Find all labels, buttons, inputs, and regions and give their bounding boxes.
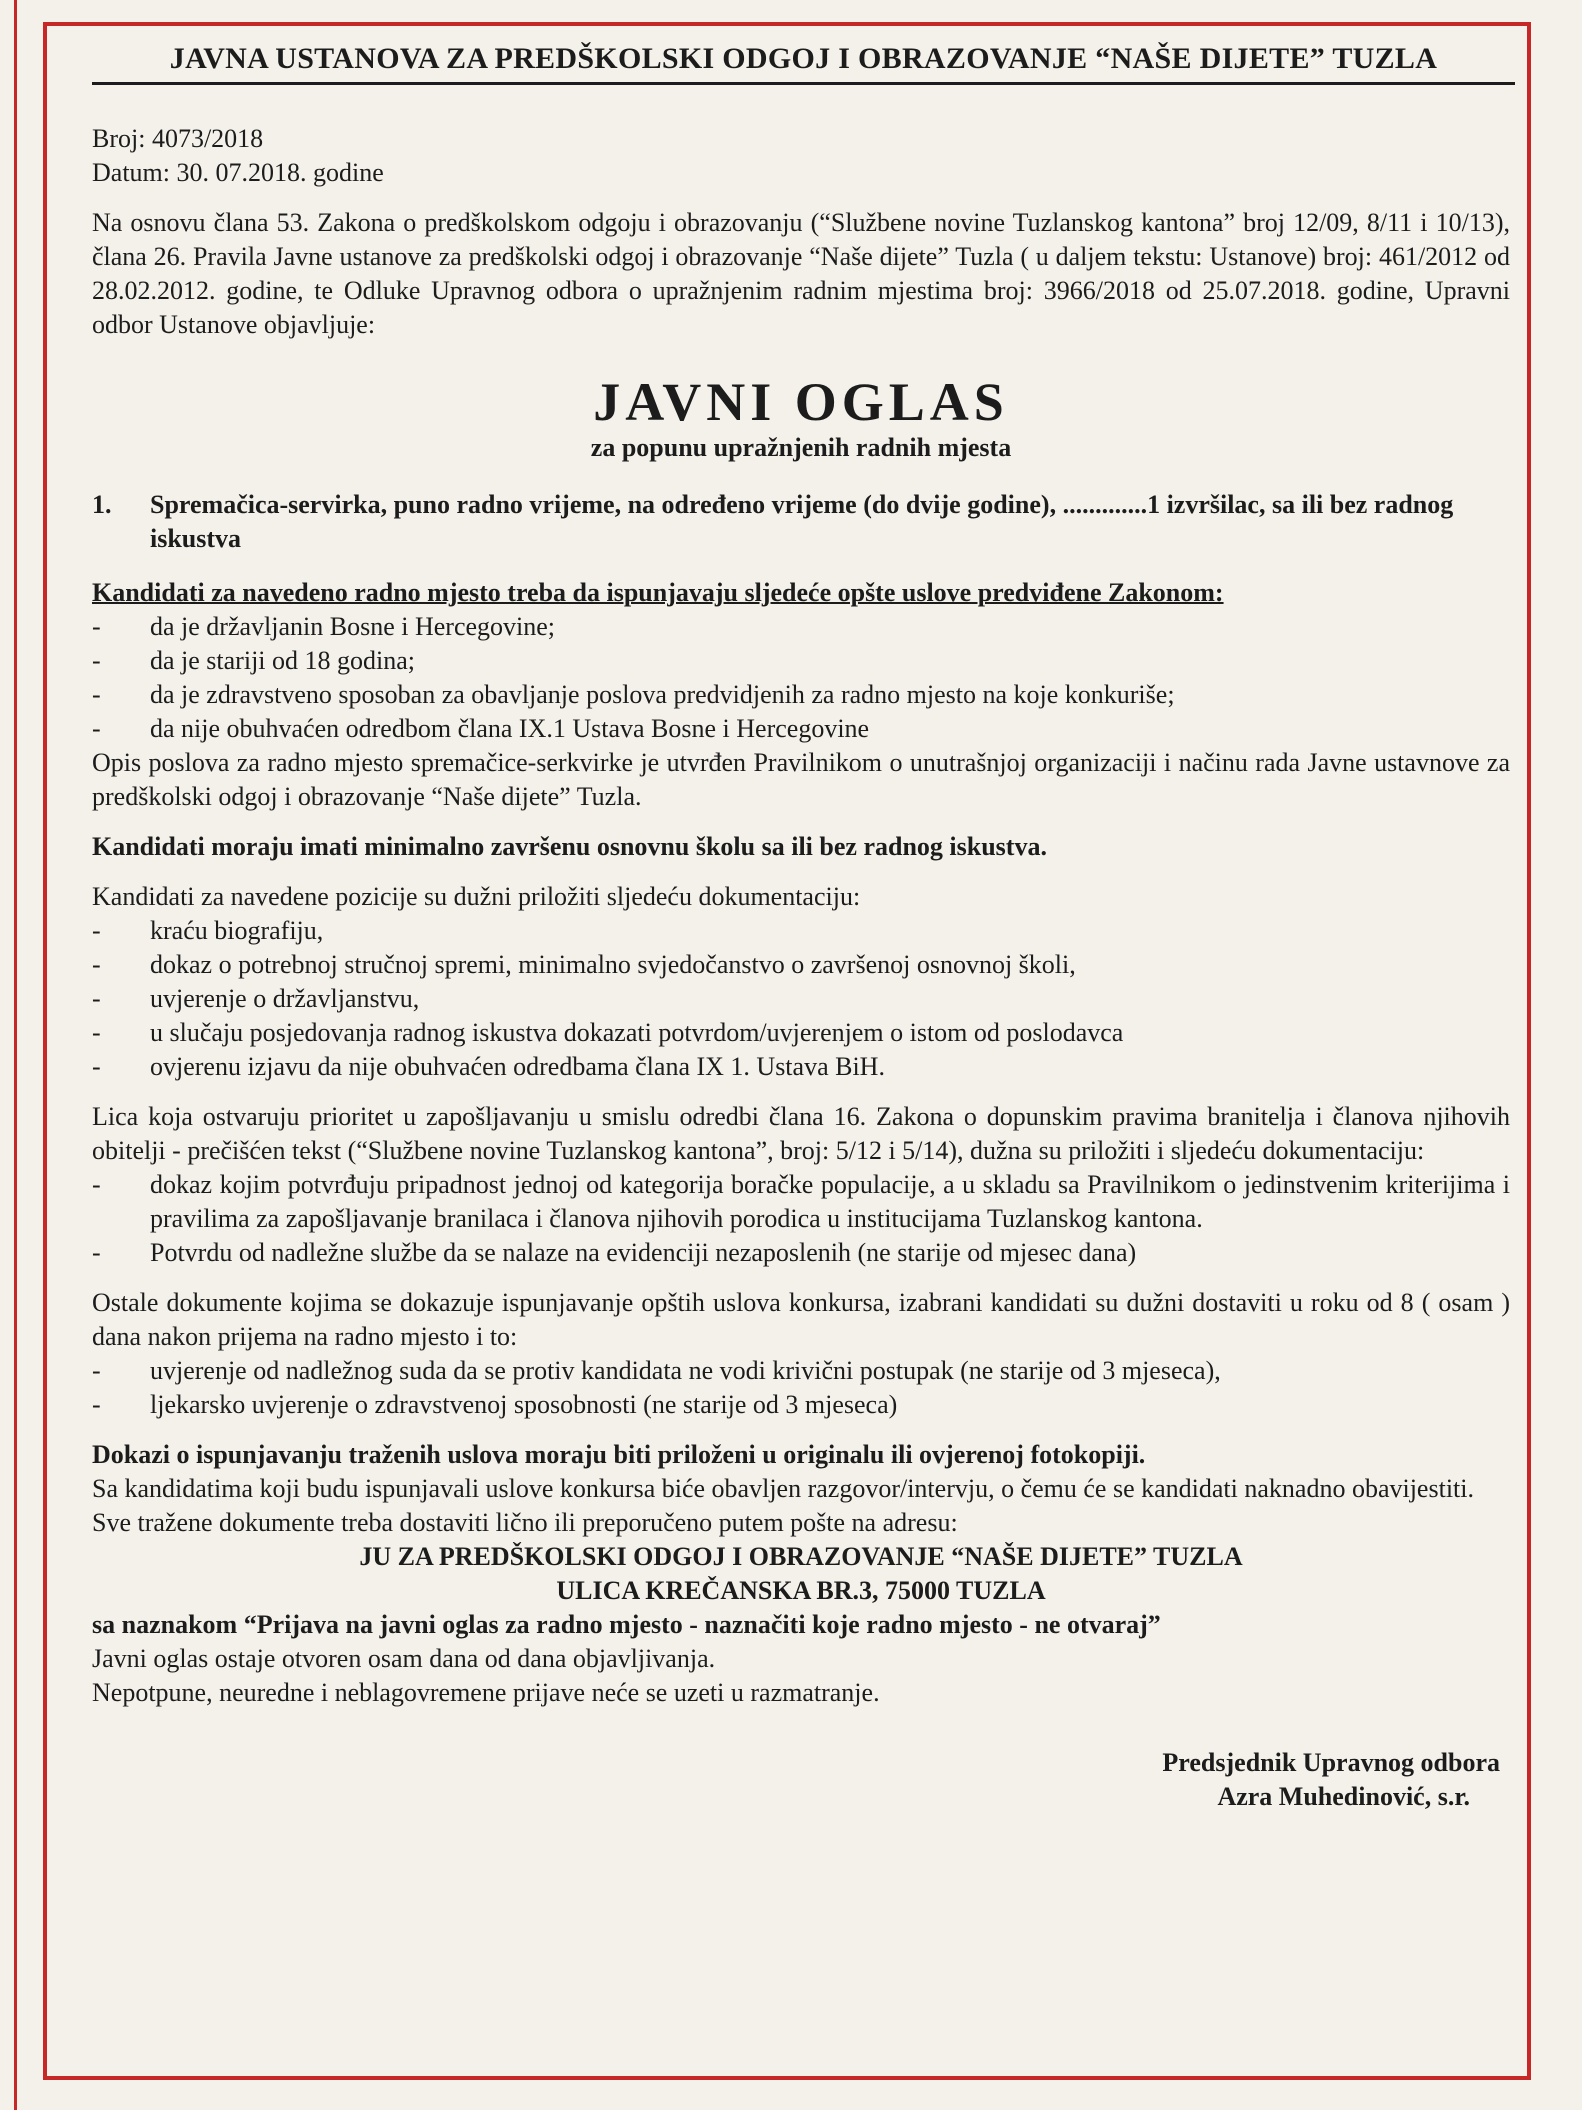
open-period-note: Javni oglas ostaje otvoren osam dana od dana objavljivanja. — [92, 1644, 716, 1673]
list-item: - kraću biografiju, — [92, 916, 324, 945]
documents-list — [92, 914, 1510, 1084]
conditions-list — [92, 610, 1510, 746]
list-item: - dokaz o potrebnoj stručnoj spremi, minimalno svjedočanstvo o završenoj osnovnoj školi, — [92, 950, 1076, 979]
other-documents-list — [92, 1354, 1510, 1422]
list-item: - da je državljanin Bosne i Hercegovine; — [92, 612, 556, 641]
address-line-2: ULICA KREČANSKA BR.3, 75000 TUZLA — [556, 1576, 1046, 1605]
notice-subtitle: za popunu upražnjenih radnih mjesta — [590, 433, 1012, 462]
position-number: 1. — [92, 490, 112, 519]
signature-name: Azra Muhedinović, s.r. — [1217, 1782, 1470, 1811]
documents-intro: Kandidati za navedene pozicije su dužni priložiti sljedeću dokumentaciju: — [92, 882, 861, 911]
other-documents-intro: Ostale dokumente kojima se dokazuje ispunjavanje opštih uslova konkursa, izabrani kandidati su dužni dostaviti u roku od 8 ( osam ) dana nakon prijema na radno mjesto i to: — [92, 1288, 1510, 1351]
list-item: - da je zdravstveno sposoban za obavljanje poslova predvidjenih za radno mjesto na koje konkuriše; — [92, 680, 1175, 709]
list-item: - dokaz kojim potvrđuju pripadnost jednoj od kategorija boračke populacije, a u skladu sa Pravilnikom o jedinstvenim kriterijima i pravilima za zapošljavanje branilaca i članova njihovih porodica u institucijama Tuzlanskog kantona. — [92, 1170, 1510, 1233]
notice-body — [92, 122, 1510, 1814]
position-item — [92, 488, 1510, 556]
intro-paragraph: Na osnovu člana 53. Zakona o predškolskom odgoju i obrazovanju (“Službene novine Tuzlanskog kantona” broj 12/09, 8/11 i 10/13), člana 26. Pravila Javne ustanove za predškolski odgoj i obrazovanje “Naše dijete” Tuzla ( u daljem tekstu: Ustanove) broj: 461/2012 od 28.02.2012. godine, te Odluke Upravnog odbora o upražnjenim radnim mjestima broj: 3966/2018 od 25.07.2018. godine, Upravni odbor Ustanove objavljuje: — [92, 208, 1510, 339]
interview-note: Sa kandidatima koji budu ispunjavali uslove konkursa biće obavljen razgovor/intervju, o čemu će se kandidati naknadno obavijestiti. — [92, 1474, 1474, 1503]
education-requirement: Kandidati moraju imati minimalno završenu osnovnu školu sa ili bez radnog iskustva. — [92, 832, 1047, 861]
delivery-note: Sve tražene dokumente treba dostaviti lično ili preporučeno putem pošte na adresu: — [92, 1508, 958, 1537]
list-item: - Potvrdu od nadležne službe da se nalaze na evidenciji nezaposlenih (ne starije od mjesec dana) — [92, 1238, 1137, 1267]
signature-title: Predsjednik Upravnog odbora — [1162, 1748, 1500, 1777]
list-item: - da je stariji od 18 godina; — [92, 646, 416, 675]
list-item: - ljekarsko uvjerenje o zdravstvenoj sposobnosti (ne starije od 3 mjeseca) — [92, 1390, 898, 1419]
conditions-heading: Kandidati za navedeno radno mjesto treba da ispunjavaju sljedeće opšte uslove predviđene Zakonom: — [92, 578, 1224, 607]
envelope-note: sa naznakom “Prijava na javni oglas za radno mjesto - naznačiti koje radno mjesto - ne otvaraj” — [92, 1610, 1161, 1639]
proof-note: Dokazi o ispunjavanju traženih uslova moraju biti priloženi u originalu ili ovjerenoj fotokopiji. — [92, 1440, 1146, 1469]
reference-number: Broj: 4073/2018 — [92, 124, 264, 153]
list-item: - uvjerenje od nadležnog suda da se protiv kandidata ne vodi krivični postupak (ne starije od 3 mjeseca), — [92, 1356, 1221, 1385]
list-item: - ovjerenu izjavu da nije obuhvaćen odredbama člana IX 1. Ustava BiH. — [92, 1052, 885, 1081]
incomplete-note: Nepotpune, neuredne i neblagovremene prijave neće se uzeti u razmatranje. — [92, 1678, 880, 1707]
list-item: - da nije obuhvaćen odredbom člana IX.1 Ustava Bosne i Hercegovine — [92, 714, 870, 743]
list-item: - u slučaju posjedovanja radnog iskustva dokazati potvrdom/uvjerenjem o istom od poslodavca — [92, 1018, 1124, 1047]
list-item: - uvjerenje o državljanstvu, — [92, 984, 420, 1013]
priority-intro: Lica koja ostvaruju prioritet u zapošljavanju u smislu odredbi člana 16. Zakona o dopunskim pravima branitelja i članova njihovih obitelji - prečišćen tekst (“Službene novine Tuzlanskog kantona”, broj: 5/12 i 5/14), dužna su priložiti i sljedeću dokumentaciju: — [92, 1102, 1510, 1165]
address-line-1: JU ZA PREDŠKOLSKI ODGOJ I OBRAZOVANJE “NAŠE DIJETE” TUZLA — [359, 1542, 1243, 1571]
notice-title: JAVNI OGLAS — [593, 372, 1009, 432]
page-edge-strip — [0, 0, 17, 2110]
date-line: Datum: 30. 07.2018. godine — [92, 158, 384, 187]
priority-documents-list — [92, 1168, 1510, 1270]
job-description: Opis poslova za radno mjesto spremačice-serkvirke je utvrđen Pravilnikom o unutrašnjoj organizaciji i načinu rada Javne ustavnove za predškolski odgoj i obrazovanje “Naše dijete” Tuzla. — [92, 748, 1510, 811]
institution-header: JAVNA USTANOVA ZA PREDŠKOLSKI ODGOJ I OBRAZOVANJE “NAŠE DIJETE” TUZLA — [92, 42, 1515, 85]
position-text: Spremačica-servirka, puno radno vrijeme, na određeno vrijeme (do dvije godine), .............1 izvršilac, sa ili bez radnog iskustva — [150, 490, 1454, 553]
